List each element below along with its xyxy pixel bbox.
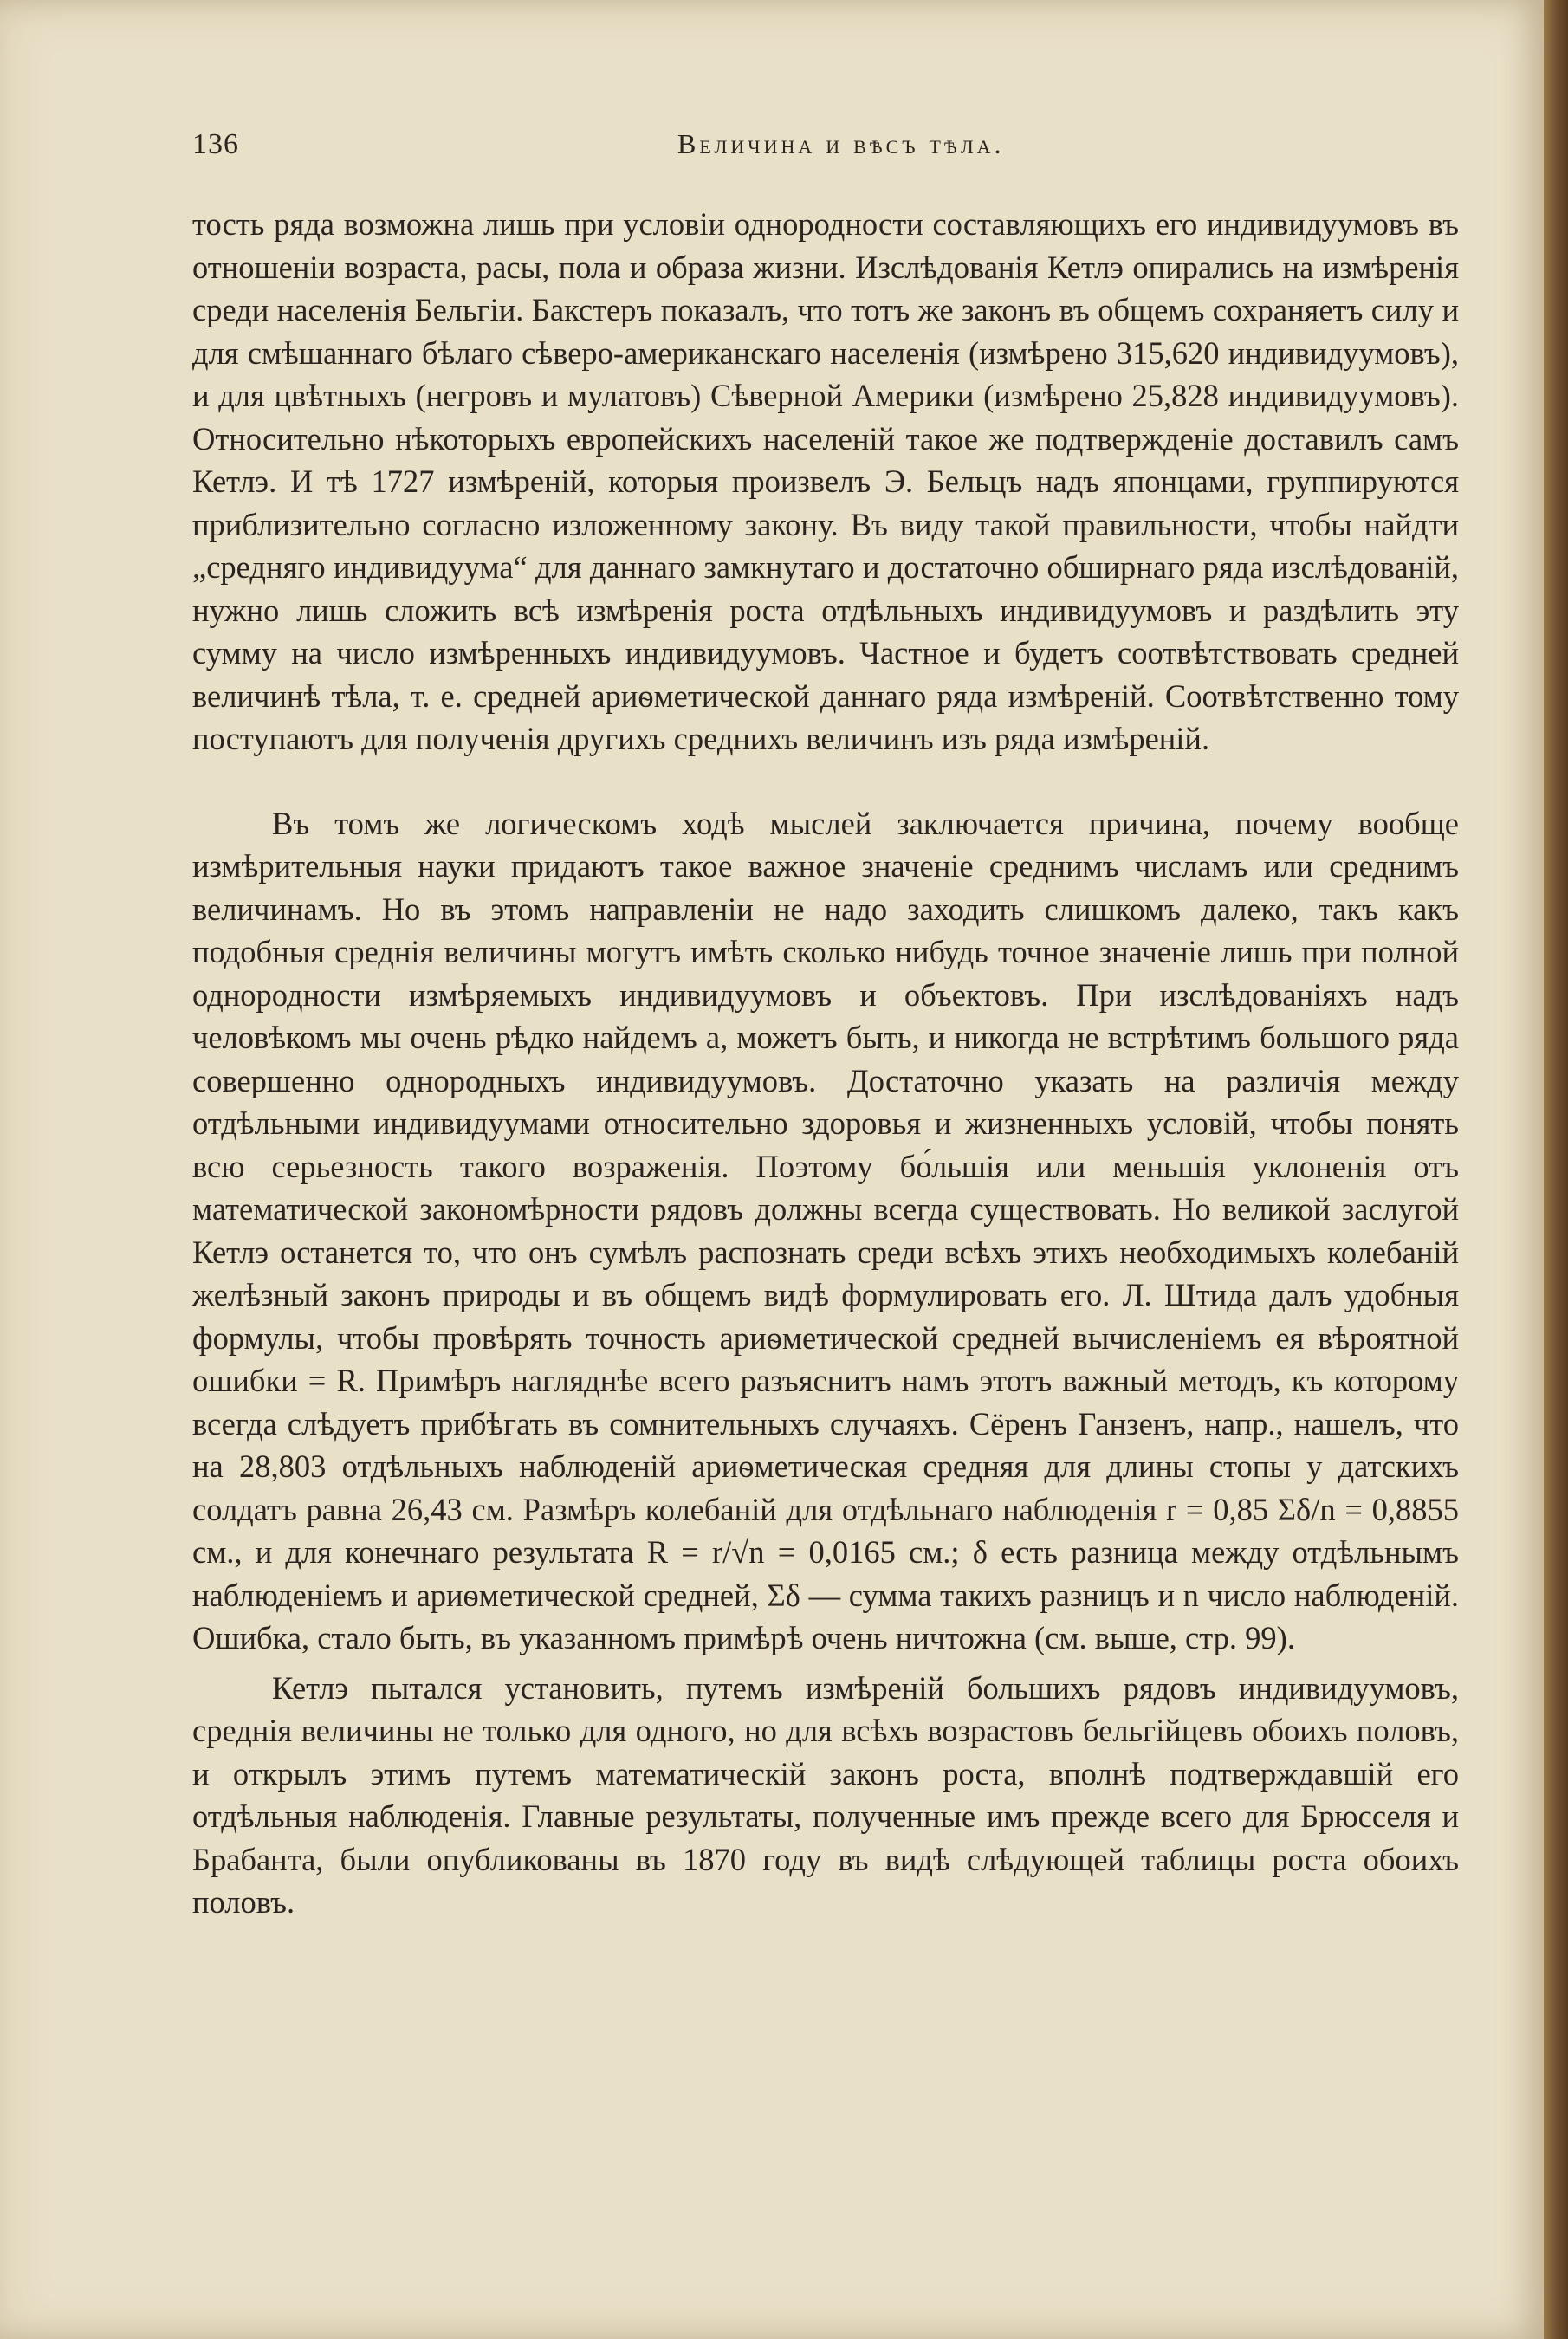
running-title: Величина и вѣсъ тѣла. <box>677 128 1005 159</box>
paragraph-3: Кетлэ пытался установить, путемъ измѣреній большихъ рядовъ индивидуумовъ, среднія величины не только для одного, но для всѣхъ возрастовъ бельгійцевъ обоихъ половъ, и открылъ этимъ путемъ математическій законъ роста, вполнѣ подтверждавшій его отдѣльныя наблюденія. Главные результаты, полученные имъ прежде всего для Брюсселя и Брабанта, были опубликованы въ 1870 году въ видѣ слѣдующей таблицы роста обоихъ половъ. <box>192 1669 1459 1920</box>
book-binding-edge <box>1544 0 1568 2339</box>
page-number: 136 <box>192 128 239 160</box>
paragraph-2: Въ томъ же логическомъ ходѣ мыслей заключается причина, почему вообще измѣрительныя науки придаютъ такое важное значеніе среднимъ числамъ или среднимъ величинамъ. Но въ этомъ направленіи не надо заходить слишкомъ далеко, такъ какъ подобныя среднія величины могутъ имѣть сколько нибудь точное значеніе лишь при полной однородности измѣряемыхъ индивидуумовъ и объектовъ. При изслѣдованіяхъ надъ человѣкомъ мы очень рѣдко найдемъ а, можетъ быть, и никогда не встрѣтимъ большого ряда совершенно однородныхъ индивидуумовъ. Достаточно указать на различія между отдѣльными индивидуумами относительно здоровья и жизненныхъ условій, чтобы понять всю серьезность такого возраженія. Поэтому бо́льшія или меньшія уклоненія отъ математической закономѣрности рядовъ должны всегда существовать. Но великой заслугой Кетлэ останется то, что онъ сумѣлъ распознать среди всѣхъ этихъ необходимыхъ колебаній желѣзный законъ природы и въ общемъ видѣ формулировать его. Л. Штида далъ удобныя формулы, чтобы провѣрять точность ариѳметической средней вычисленіемъ ея вѣроятной ошибки = R. Примѣръ нагляднѣе всего разъяснитъ намъ этотъ важный методъ, къ которому всегда слѣдуетъ прибѣгать въ сомнительныхъ случаяхъ. Сёренъ Ганзенъ, напр., нашелъ, что на 28,803 отдѣльныхъ наблюденій ариѳметическая средняя для длины стопы у датскихъ солдатъ равна 26,43 см. Размѣръ колебаній для отдѣльнаго наблюденія r = 0,85 Σδ/n = 0,8855 см., и для конечнаго результата R = r/√n = 0,0165 см.; δ есть разница между отдѣльнымъ наблюденіемъ и ариѳметической средней, Σδ — сумма такихъ разницъ и n число наблюденій. Ошибка, стало быть, въ указанномъ примѣрѣ очень ничтожна (см. выше, стр. 99). <box>192 805 1459 1655</box>
paragraph-gap <box>192 1660 1459 1667</box>
page-header <box>192 128 1448 180</box>
paragraph-1: тость ряда возможна лишь при условіи однородности составляющихъ его индивидуумовъ въ отношеніи возраста, расы, пола и образа жизни. Изслѣдованія Кетлэ опирались на измѣренія среди населенія Бельгіи. Бакстеръ показалъ, что тотъ же законъ въ общемъ сохраняетъ силу и для смѣшаннаго бѣлаго сѣверо-американскаго населенія (измѣрено 315,620 индивидуумовъ), и для цвѣтныхъ (негровъ и мулатовъ) Сѣверной Америки (измѣрено 25,828 индивидуумовъ). Относительно нѣкоторыхъ европейскихъ населеній такое же подтвержденіе доставилъ самъ Кетлэ. И тѣ 1727 измѣреній, которыя произвелъ Э. Бельцъ надъ японцами, группируются приблизительно согласно изложенному закону. Въ виду такой правильности, чтобы найдти „средняго индивидуума“ для даннаго замкнутаго и достаточно обширнаго ряда изслѣдованій, нужно лишь сложить всѣ измѣренія роста отдѣльныхъ индивидуумовъ и раздѣлить эту сумму на число измѣренныхъ индивидуумовъ. Частное и будетъ соотвѣтствовать средней величинѣ тѣла, т. е. средней ариѳметической даннаго ряда измѣреній. Соотвѣтственно тому поступаютъ для полученія другихъ среднихъ величинъ изъ ряда измѣреній. <box>192 206 1459 756</box>
paragraph-gap <box>192 761 1459 802</box>
body-text <box>192 203 1459 1924</box>
